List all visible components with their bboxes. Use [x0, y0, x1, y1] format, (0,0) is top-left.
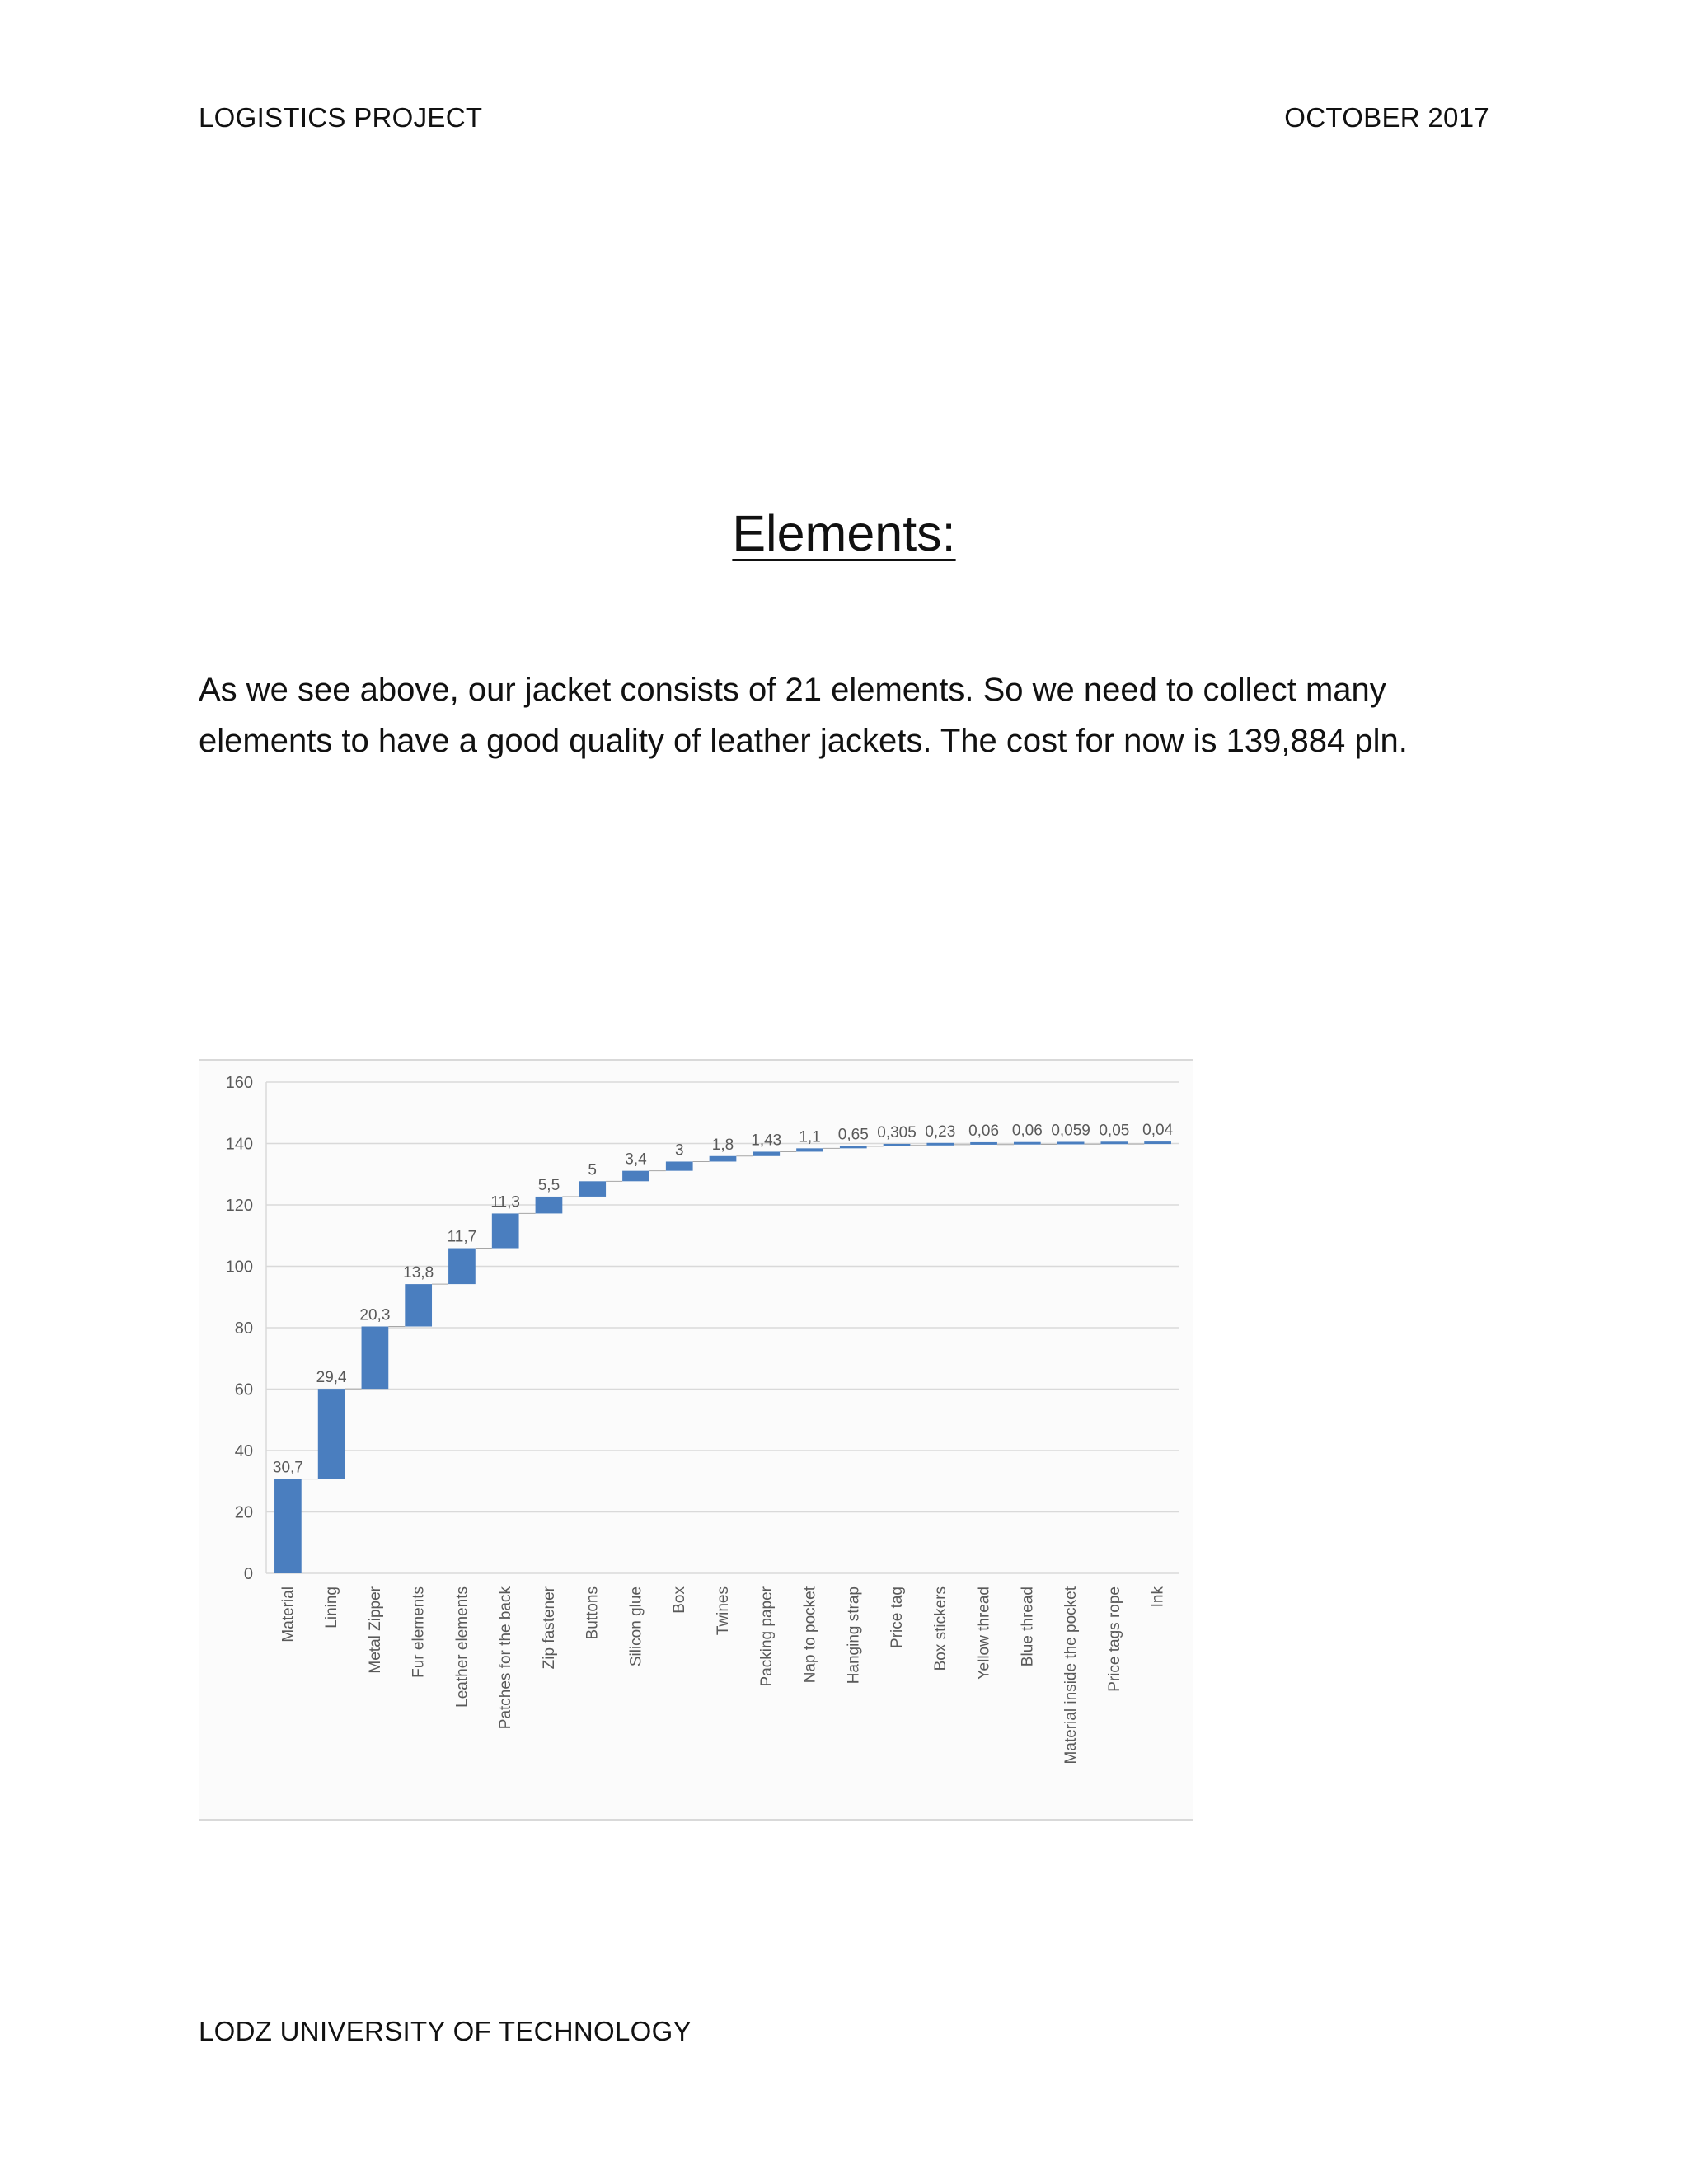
waterfall-bar — [622, 1171, 649, 1182]
data-label: 0,059 — [1051, 1122, 1090, 1140]
waterfall-bar — [405, 1284, 432, 1326]
x-category-label: Price tag — [889, 1586, 907, 1648]
x-category-label: Fur elements — [410, 1586, 428, 1678]
x-category-label: Price tags rope — [1105, 1586, 1123, 1692]
data-label: 20,3 — [359, 1306, 391, 1324]
x-category-label: Zip fastener — [540, 1586, 558, 1670]
data-label: 0,305 — [877, 1123, 917, 1141]
y-tick-label: 80 — [234, 1319, 253, 1338]
data-label: 0,23 — [925, 1122, 956, 1141]
waterfall-bar — [796, 1148, 823, 1151]
y-tick-label: 40 — [234, 1442, 253, 1460]
waterfall-bar — [274, 1479, 302, 1573]
waterfall-bar — [884, 1144, 911, 1146]
y-tick-label: 160 — [225, 1074, 253, 1092]
data-label: 0,06 — [968, 1122, 1000, 1140]
x-category-label: Patches for the back — [497, 1586, 515, 1730]
waterfall-chart — [199, 1059, 1193, 1821]
data-label: 3,4 — [625, 1151, 647, 1169]
data-label: 13,8 — [403, 1264, 434, 1282]
waterfall-bar — [840, 1146, 867, 1148]
waterfall-bar — [926, 1143, 954, 1146]
chart-svg — [199, 1061, 1193, 1819]
x-category-label: Leather elements — [453, 1586, 471, 1708]
x-category-label: Box — [671, 1586, 689, 1614]
waterfall-bar — [1144, 1141, 1171, 1144]
y-tick-label: 20 — [234, 1503, 253, 1522]
waterfall-bar — [666, 1161, 693, 1170]
x-category-label: Material — [279, 1586, 298, 1643]
data-label: 29,4 — [316, 1369, 347, 1387]
footer-university: LODZ UNIVERSITY OF TECHNOLOGY — [199, 2016, 692, 2046]
header-project: LOGISTICS PROJECT — [199, 102, 483, 133]
data-label: 0,06 — [1011, 1122, 1043, 1140]
waterfall-bar — [318, 1389, 345, 1479]
header-date: OCTOBER 2017 — [1284, 102, 1489, 133]
waterfall-bar — [1014, 1142, 1041, 1145]
y-tick-label: 100 — [225, 1258, 253, 1277]
y-tick-label: 120 — [225, 1197, 253, 1215]
data-label: 11,7 — [447, 1228, 477, 1246]
waterfall-bar — [536, 1197, 563, 1213]
section-title: Elements: — [732, 505, 956, 561]
x-category-label: Yellow thread — [975, 1586, 993, 1680]
data-label: 0,65 — [837, 1126, 869, 1144]
x-category-label: Hanging strap — [845, 1586, 863, 1685]
waterfall-bar — [492, 1213, 519, 1248]
data-label: 11,3 — [490, 1193, 520, 1212]
x-category-label: Blue thread — [1019, 1586, 1037, 1667]
waterfall-bar — [448, 1249, 476, 1285]
x-category-label: Twines — [715, 1586, 732, 1636]
waterfall-bar — [1057, 1141, 1085, 1144]
x-category-label: Nap to pocket — [801, 1586, 819, 1684]
body-paragraph: As we see above, our jacket consists of 21 elements. So we need to collect many elements to have a good quality of leather jackets. The cost for now is 139,884 pln. — [199, 672, 1408, 759]
y-tick-label: 60 — [234, 1380, 253, 1399]
y-tick-label: 140 — [225, 1135, 253, 1154]
waterfall-bar — [579, 1181, 606, 1197]
x-category-label: Material inside the pocket — [1062, 1586, 1081, 1765]
waterfall-bar — [362, 1327, 389, 1390]
data-label: 3 — [674, 1141, 684, 1160]
data-label: 1,8 — [711, 1136, 734, 1154]
y-tick-label: 0 — [243, 1565, 253, 1583]
x-category-label: Buttons — [584, 1586, 602, 1640]
waterfall-bar — [970, 1142, 997, 1145]
data-label: 5 — [588, 1161, 598, 1179]
x-category-label: Box stickers — [931, 1586, 950, 1671]
data-label: 5,5 — [537, 1176, 560, 1194]
waterfall-bar — [753, 1151, 780, 1155]
x-category-label: Silicon glue — [627, 1586, 645, 1667]
data-label: 1,1 — [799, 1128, 821, 1146]
data-label: 0,04 — [1142, 1122, 1174, 1140]
x-category-label: Metal Zipper — [366, 1586, 384, 1674]
data-label: 1,43 — [751, 1132, 782, 1150]
x-category-label: Ink — [1149, 1586, 1167, 1608]
x-category-label: Lining — [323, 1586, 341, 1629]
x-category-label: Packing paper — [757, 1586, 776, 1687]
data-label: 30,7 — [272, 1459, 303, 1477]
waterfall-bar — [710, 1156, 737, 1162]
data-label: 0,05 — [1099, 1122, 1130, 1140]
waterfall-bar — [1101, 1141, 1128, 1144]
